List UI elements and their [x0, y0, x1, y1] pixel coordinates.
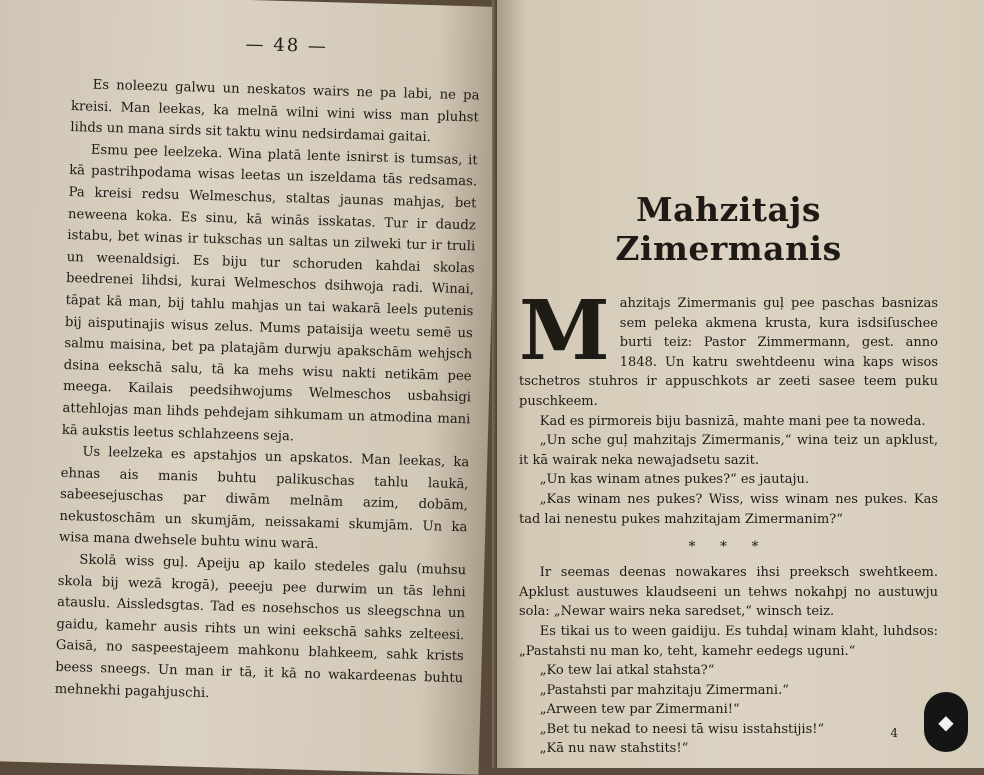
left-page-text: [54, 74, 479, 711]
paragraph: „Un sche guļ mahzitajs Zimermanis,“ wina teiz un apklust, it kā wairak neka newajadsetu sazit.: [519, 433, 938, 468]
gemstone-logo-icon[interactable]: [924, 692, 968, 752]
right-page: [497, 0, 984, 768]
paragraph: „Ko tew lai atkal stahsta?“: [539, 663, 715, 679]
drop-cap: M: [519, 283, 610, 379]
paragraph: „Kā nu naw stahstits!“: [539, 741, 689, 757]
paragraph: „Bet tu nekad to neesi tā wisu isstahstijis!“: [539, 721, 825, 737]
signature-mark: 4: [890, 726, 898, 740]
paragraph: „Pastahsti par mahzitaju Zimermani.“: [539, 682, 789, 698]
paragraph: Esmu pee leelzeka. Wina platā lente isnirst is tumsas, it kā pastrihpodama wisas leetas un iszeldama tās redsamas. Pa kreisi redsu Welmeschus, staltas jaunas mahjas, bet neweena koka. Es sinu, kā winās isskatas. Tur ir daudz istabu, bet winas ir tukschas un saltas un zilweki tur ir truli un weenaldsigi. Es biju tur schoruden kahdai skolas beedrenei lihdsi, kurai Welmeschos dsihwoja radi. Winai, tāpat kā man, bij tahlu mahjas un tai wakarā leels putenis bij aisputinajis wisus zelus. Mums pataisija weetu semē us salmu maisina, bet pa platajām durwju apakschām wehjsch dsina eekschā salu, tā ka mehs wisu nakti netikām pee meega. Kailais peedsihwojums Welmeschos usbahsigi attehlojas man lihds pehdejam sihkumam un atmodina mani kā aukstis leetus schlahzeens seja.: [61, 142, 478, 444]
right-page-text: [519, 283, 938, 759]
paragraph: Es tikai us to ween gaidiju. Es tuhdaļ winam klaht, luhdsos: „Pastahsti nu man ko, teht, kamehr eedegs uguni.“: [519, 623, 938, 659]
intro-text: ahzitajs Zimermanis guļ pee paschas basnizas sem peleka akmena krusta, kura isdsiſuschee burti teiz: Pastor Zimmermann, gest. anno 1848. Un katru swehtdeenu wina kaps wisos tschetros stuhros ir appuschkots ar zeeti sasee teem puku puschkeem.: [519, 296, 938, 409]
chapter-title: Mahzitajs Zimermanis: [615, 190, 842, 268]
paragraph: Ir seemas deenas nowakares ihsi preeksch swehtkeem. Apklust austuwes klaudseeni un tehws nokahpj no austuwju sola: „Newar wairs neka saredset,“ winsch teiz.: [519, 565, 938, 620]
paragraph: Us leelzeka es apstahjos un apskatos. Man leekas, ka ehnas ais manis buhtu palikuschas tahlu laukā, sabeesejuschas par diwām melnām azim, dobām, nekustoschām un skumjām, neissakami skumjām. Un ka wisa mana dwehsele buhtu winu warā.: [58, 444, 470, 553]
paragraph: Kad es pirmoreis biju basnizā, mahte mani pee ta noweda.: [539, 413, 926, 429]
intro-paragraph: [519, 283, 938, 412]
paragraph: „Kas winam nes pukes? Wiss, wiss winam nes pukes. Kas tad lai nenestu pukes mahzitajam Zimermanim?“: [519, 491, 938, 527]
section-separator: * * *: [688, 539, 769, 556]
paragraph: „Arween tew par Zimermani!“: [539, 702, 740, 718]
page-number: — 48 —: [245, 33, 329, 58]
badge-glyph: ◆: [938, 710, 954, 734]
paragraph: „Un kas winam atnes pukes?“ es jautaju.: [539, 472, 809, 488]
paragraph: Skolā wiss guļ. Apeiju ap kailo stedeles galu (muhsu skola bij wezā krogā), peeeju pee durwim un tās lehni atauslu. Aissledsgtas. Tad es nosehschos us sleegschna un gaidu, kamehr ausis rihts un wini eekschā sahks zelteesi. Gaisā, no saspeestajeem mahkonu blahkeem, sahk krists beess sneegs. Un man ir tā, it kā no wakardeenas buhtu mehnekhi pagahjuschi.: [54, 552, 467, 701]
paragraph: Es noleezu galwu un neskatos wairs ne pa labi, ne pa kreisi. Man leekas, ka melnā wilni wini wiss man pluhst lihds un mana sirds sit taktu winu nedsirdamai gaitai.: [70, 77, 480, 146]
